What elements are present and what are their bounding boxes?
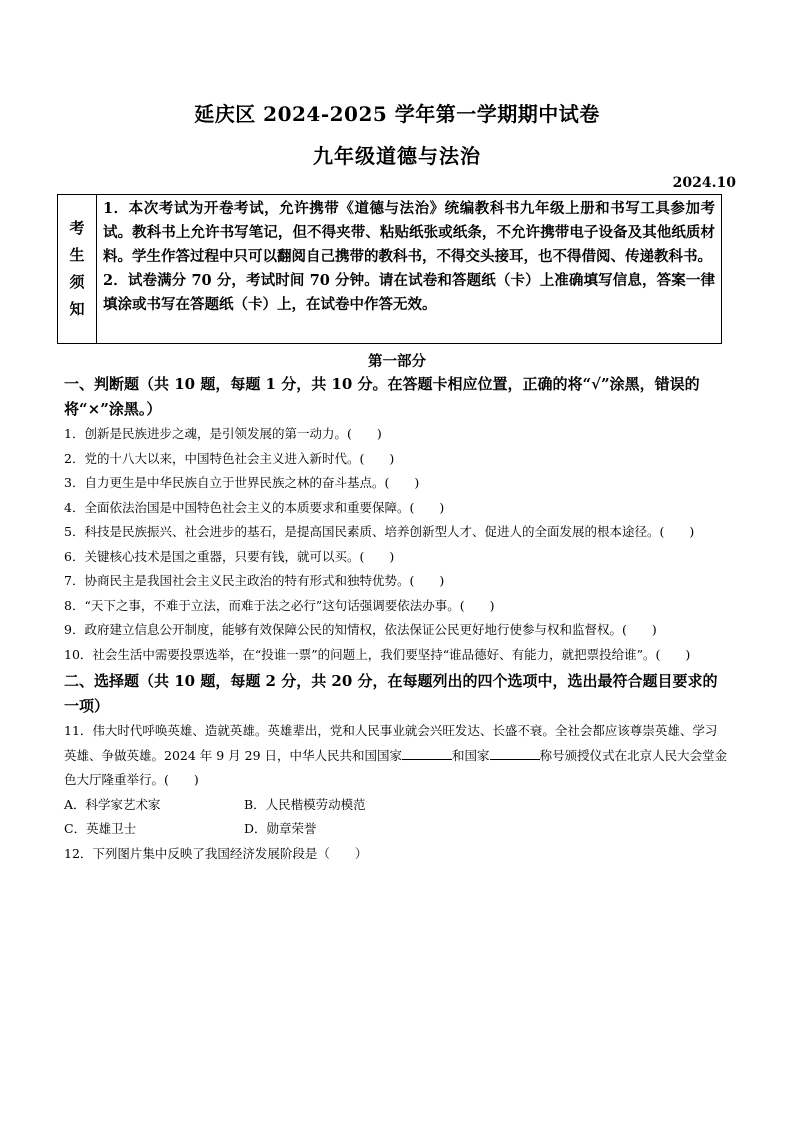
question-11-options-row-2 (64, 817, 728, 842)
section-two-heading: 二、选择题（共 10 题，每题 2 分，共 20 分，在每题列出的四个选项中，选出最符合题目要求的一项） (64, 672, 718, 715)
question-11-text-3: 称号颁授仪式在北京人民大会堂金色大厅隆重举行。( ) (64, 747, 728, 787)
option-d: D．勋章荣誉 (244, 821, 317, 836)
exam-notice-table (57, 194, 722, 344)
option-a: A．科学家艺术家 (64, 796, 161, 812)
exam-subtitle: 九年级道德与法治 (313, 144, 481, 168)
notice-body (97, 195, 721, 343)
exam-title: 延庆区 2024-2025 学年第一学期期中试卷 (194, 102, 600, 126)
notice-item-1: 1．本次考试为开卷考试，允许携带《道德与法治》统编教科书九年级上册和书写工具参加考试。教科书上允许书写笔记，但不得夹带、粘贴纸张或纸条，不允许携带电子设备及其他纸质材料。学生作答过程中只可以翻阅自己携带的教科书，不得交头接耳，也不得借阅、传递教科书。 (103, 200, 715, 265)
question-9: 9．政府建立信息公开制度，能够有效保障公民的知情权，依法保证公民更好地行使参与权和监督权。( ) (64, 622, 657, 637)
question-5: 5．科技是民族振兴、社会进步的基石，是提高国民素质、培养创新型人才、促进人的全面发展的根本途径。( ) (64, 524, 695, 539)
exam-content (64, 372, 728, 866)
question-7: 7．协商民主是我国社会主义民主政治的特有形式和独特优势。( ) (64, 573, 445, 588)
question-11 (64, 719, 728, 793)
notice-label (58, 195, 97, 343)
question-1: 1．创新是民族进步之魂，是引领发展的第一动力。( ) (64, 426, 382, 441)
section-one-heading: 一、判断题（共 10 题，每题 1 分，共 10 分。在答题卡相应位置，正确的将“√”涂黑，错误的将“×”涂黑。） (64, 375, 700, 418)
question-6: 6．关键核心技术是国之重器，只要有钱，就可以买。( ) (64, 548, 395, 564)
notice-label-char: 考 (69, 219, 85, 237)
question-12: 12．下列图片集中反映了我国经济发展阶段是（ ） (64, 845, 368, 861)
question-8: 8．“天下之事，不难于立法，而难于法之必行”这句话强调要依法办事。( ) (64, 597, 495, 613)
question-4: 4．全面依法治国是中国特色社会主义的本质要求和重要保障。( ) (64, 499, 445, 515)
answer-blank (490, 747, 540, 760)
option-b: B．人民楷模劳动模范 (244, 796, 366, 812)
exam-date: 2024.10 (672, 175, 736, 191)
answer-blank (402, 747, 452, 760)
question-10: 10．社会生活中需要投票选举，在“投谁一票”的问题上，我们要坚持“谁品德好、有能力，就把票投给谁”。( ) (64, 646, 691, 662)
notice-label-char: 生 (69, 246, 85, 264)
notice-label-char: 知 (69, 300, 85, 318)
question-2: 2．党的十八大以来，中国特色社会主义进入新时代。( ) (64, 450, 395, 466)
notice-label-char: 须 (69, 273, 85, 291)
option-c: C．英雄卫士 (64, 821, 137, 836)
part-one-title: 第一部分 (368, 353, 426, 370)
question-11-text-2: 和国家 (452, 747, 490, 763)
question-3: 3．自力更生是中华民族自立于世界民族之林的奋斗基点。( ) (64, 475, 420, 490)
question-11-options-row-1 (64, 793, 728, 818)
question-11-text-1: 11．伟大时代呼唤英雄、造就英雄。英雄辈出，党和人民事业就会兴旺发达、长盛不衰。全社会都应该尊崇英雄、学习英雄、争做英雄。2024 年 9 月 29 日，中华人民共和国国家 (64, 723, 718, 763)
notice-item-2: 2．试卷满分 70 分，考试时间 70 分钟。请在试卷和答题纸（卡）上准确填写信息，答案一律填涂或书写在答题纸（卡）上，在试卷中作答无效。 (103, 272, 715, 313)
